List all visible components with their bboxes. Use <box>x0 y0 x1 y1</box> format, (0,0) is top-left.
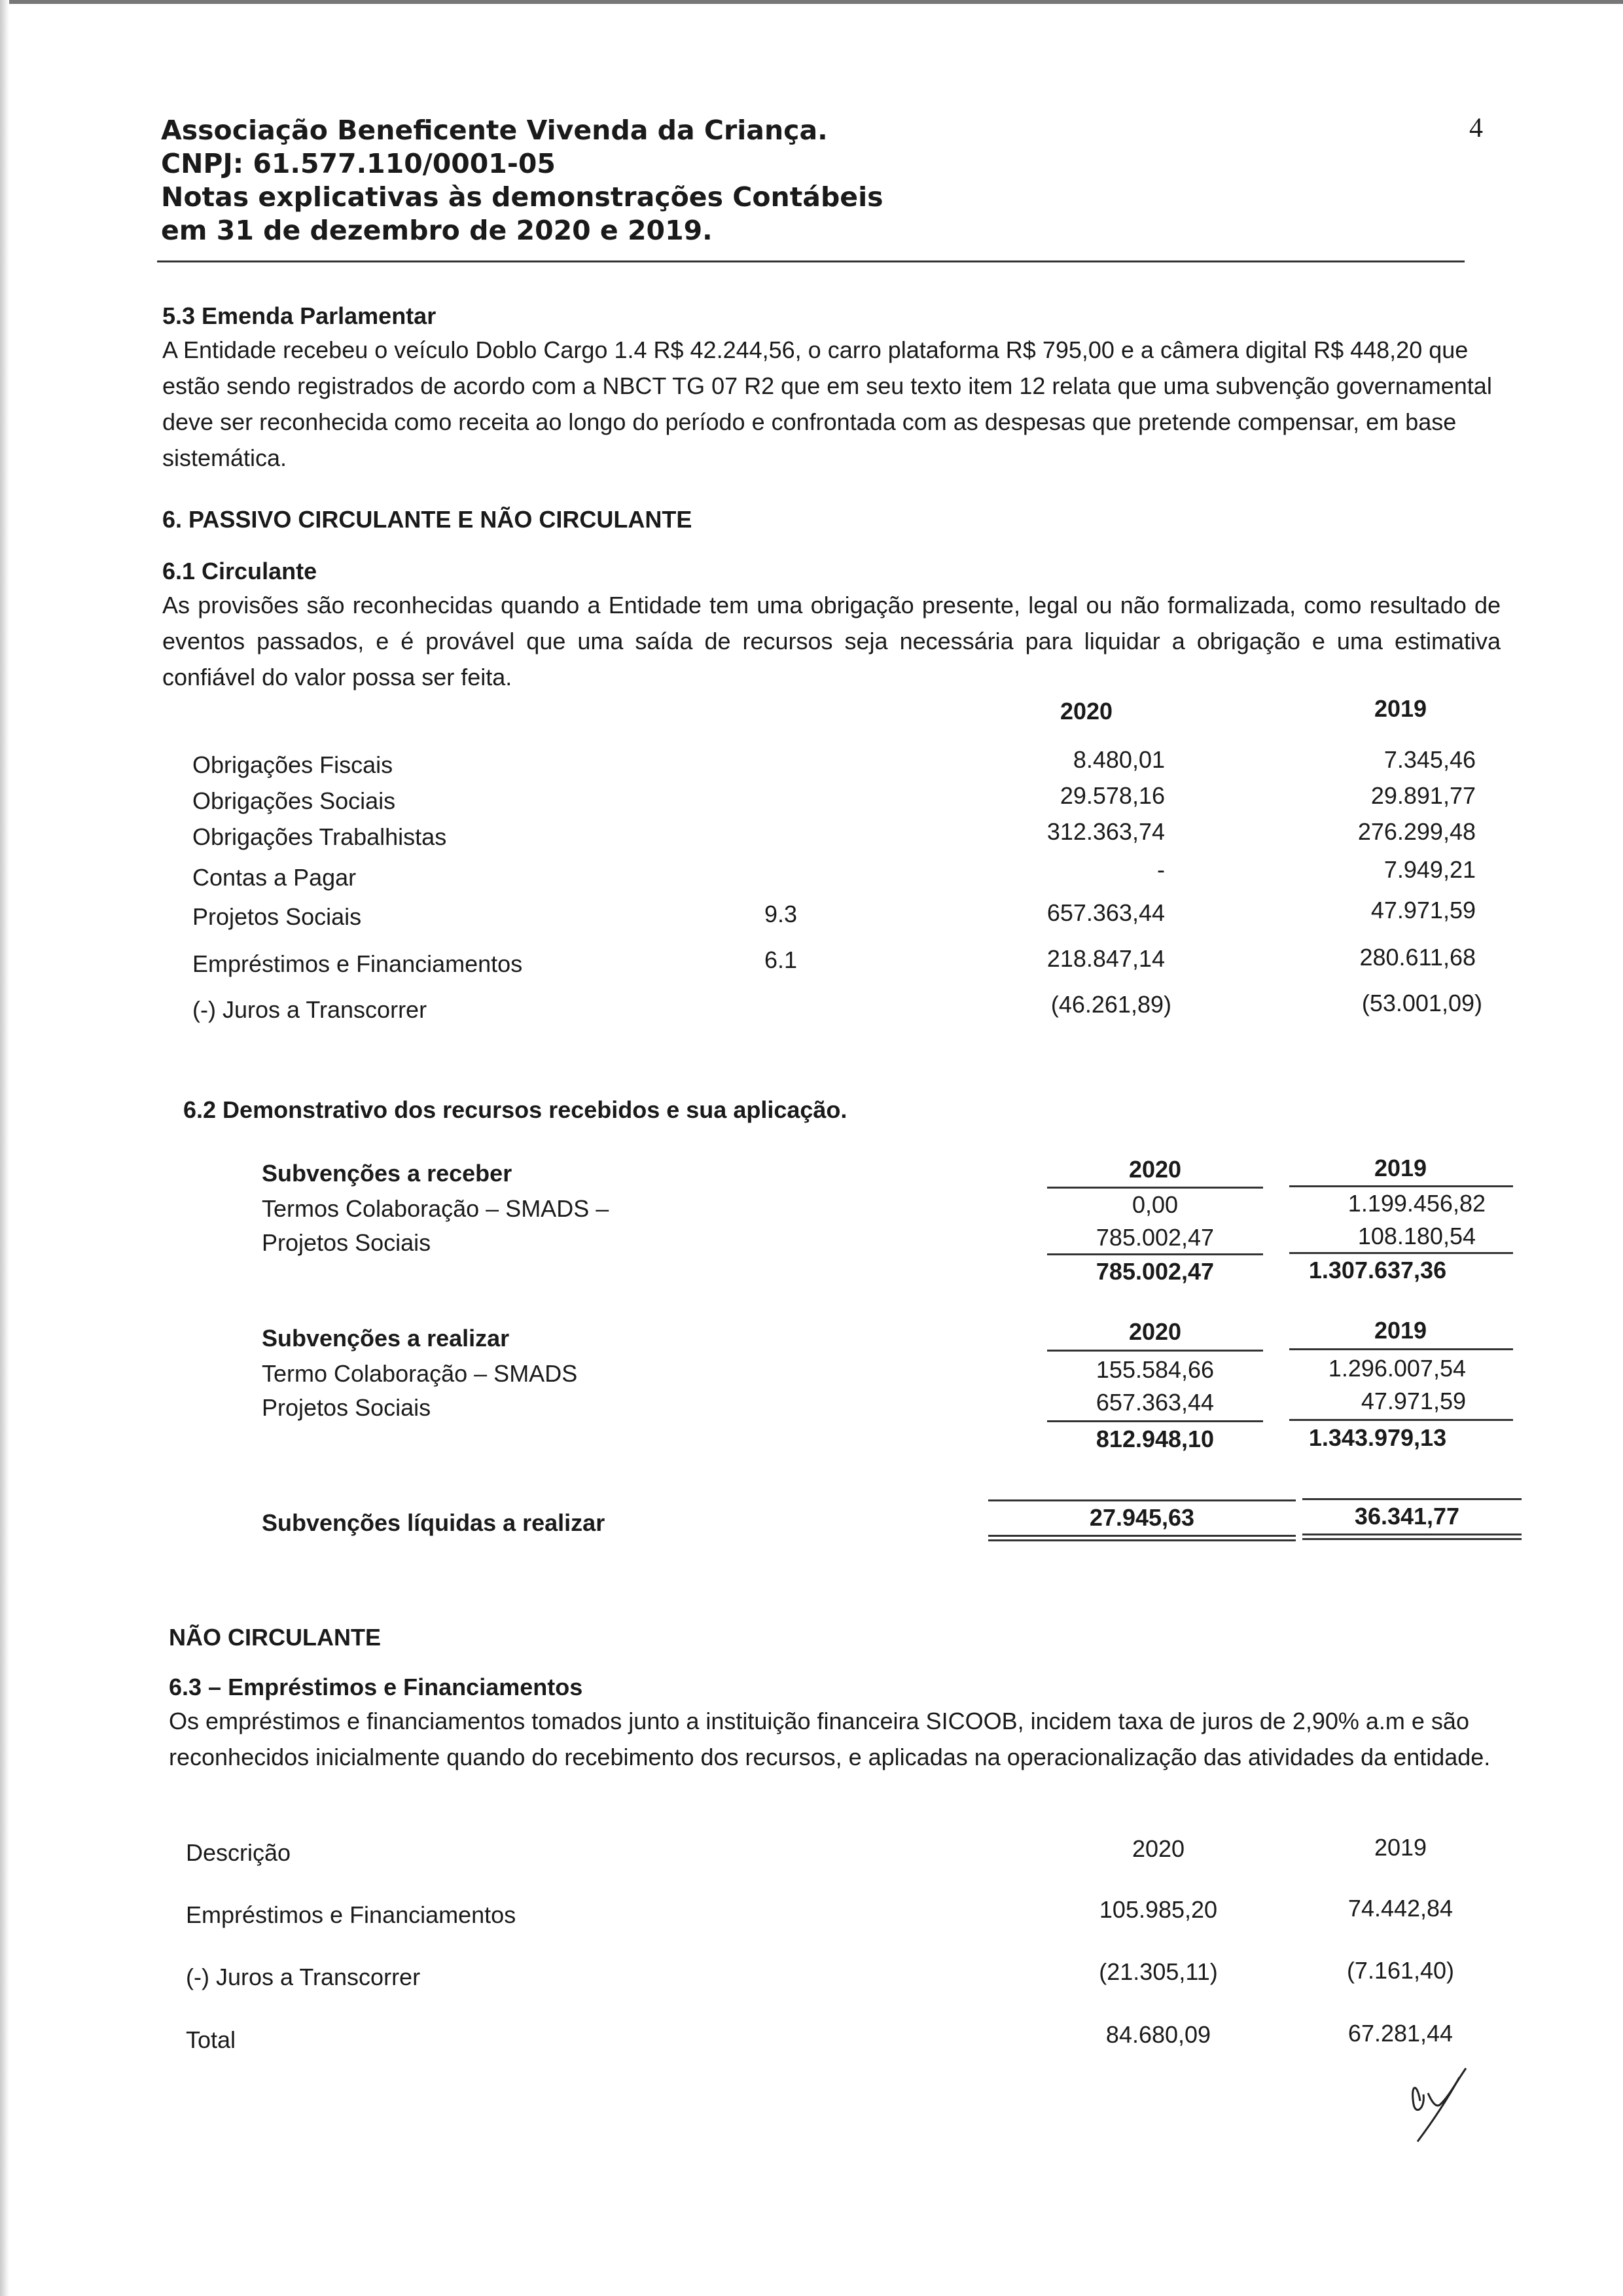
circulante-row-label: Obrigações Trabalhistas <box>192 823 447 850</box>
emprestimos-row-label: Empréstimos e Financiamentos <box>186 1901 516 1928</box>
circulante-row-2020: - <box>1157 856 1165 883</box>
circulante-row-note: 6.1 <box>764 946 798 973</box>
page-number: 4 <box>1469 113 1483 143</box>
circulante-row-2020: 312.363,74 <box>1046 818 1165 845</box>
receber-row-label: Projetos Sociais <box>262 1229 431 1256</box>
doc-title: Notas explicativas às demonstrações Contábeis <box>161 181 883 213</box>
realizar-heading: Subvenções a realizar <box>262 1325 510 1352</box>
liquidas-2020: 27.945,63 <box>1089 1504 1195 1531</box>
scan-top-edge <box>0 0 1623 4</box>
liquidas-double-rule-2019-a <box>1302 1534 1522 1535</box>
realizar-year-2020: 2020 <box>1128 1318 1182 1345</box>
receber-header-rule-2020 <box>1047 1187 1263 1189</box>
section-6-3-text: Os empréstimos e financiamentos tomados junto a instituição financeira SICOOB, incidem taxa de juros de 2,90% a.m e são reconhecidos inicialmente quando do recebimento dos recursos, e aplicadas na operacionalização das atividades da entidade. <box>169 1708 1491 1770</box>
receber-sum-rule-2019 <box>1289 1252 1513 1254</box>
circulante-row-2019: 7.949,21 <box>1383 856 1476 883</box>
receber-year-2019: 2019 <box>1374 1155 1427 1181</box>
circulante-row-2019: 29.891,77 <box>1370 782 1476 809</box>
liquidas-2019: 36.341,77 <box>1354 1503 1460 1530</box>
circulante-row-label: Empréstimos e Financiamentos <box>192 950 523 977</box>
emprestimos-row-label: Total <box>186 2026 236 2053</box>
realizar-row-2019: 1.296.007,54 <box>1328 1355 1466 1382</box>
circulante-row-2020: 218.847,14 <box>1046 945 1165 972</box>
circulante-row-label: Obrigações Fiscais <box>192 751 393 778</box>
realizar-year-2019: 2019 <box>1374 1317 1427 1344</box>
realizar-row-label: Termo Colaboração – SMADS <box>262 1360 578 1387</box>
circulante-row-2019: 280.611,68 <box>1359 944 1476 971</box>
emprestimos-year-2019: 2019 <box>1374 1834 1427 1861</box>
receber-header-rule-2019 <box>1289 1185 1513 1187</box>
section-6-2-title: 6.2 Demonstrativo dos recursos recebidos e sua aplicação. <box>183 1096 847 1123</box>
realizar-row-2020: 155.584,66 <box>1096 1356 1215 1383</box>
realizar-row-label: Projetos Sociais <box>262 1394 431 1421</box>
header-divider <box>157 260 1465 262</box>
liquidas-double-rule-2019-b <box>1302 1538 1522 1540</box>
section-6-1-text: As provisões são reconhecidas quando a Entidade tem uma obrigação presente, legal ou não formalizada, como resultado de eventos passados, e é provável que uma saída de recursos seja necessária para liquidar a obrigação e uma estimativa confiável do valor possa ser feita. <box>162 592 1501 691</box>
emprestimos-year-2020: 2020 <box>1132 1835 1185 1862</box>
circulante-row-2020: 657.363,44 <box>1046 899 1165 926</box>
realizar-row-2019: 47.971,59 <box>1361 1388 1466 1414</box>
emprestimos-row-2019: 67.281,44 <box>1347 2020 1454 2047</box>
receber-total-2020: 785.002,47 <box>1096 1258 1215 1285</box>
realizar-row-2020: 657.363,44 <box>1096 1389 1215 1416</box>
receber-row-2019: 108.180,54 <box>1357 1223 1476 1249</box>
liquidas-double-rule-2020-a <box>988 1535 1296 1537</box>
circulante-row-2019: 7.345,46 <box>1383 746 1476 773</box>
circulante-row-2020: 29.578,16 <box>1060 782 1165 809</box>
circulante-row-2020: (46.261,89) <box>1050 991 1171 1018</box>
liquidas-double-rule-2020-b <box>988 1539 1296 1541</box>
circulante-row-label: Projetos Sociais <box>192 903 362 930</box>
receber-row-2020: 0,00 <box>1132 1191 1179 1218</box>
realizar-sum-rule-2019 <box>1289 1419 1513 1421</box>
org-cnpj: CNPJ: 61.577.110/0001-05 <box>161 148 556 179</box>
emprestimos-row-2020: 84.680,09 <box>1105 2021 1211 2048</box>
circulante-row-label: Obrigações Sociais <box>192 787 396 814</box>
receber-total-2019: 1.307.637,36 <box>1308 1257 1447 1283</box>
circulante-row-2019: (53.001,09) <box>1361 990 1482 1016</box>
section-6-1-title: 6.1 Circulante <box>162 558 317 584</box>
section-6-title: 6. PASSIVO CIRCULANTE E NÃO CIRCULANTE <box>162 506 692 533</box>
section-5-3-title: 5.3 Emenda Parlamentar <box>162 302 437 329</box>
circulante-row-label: Contas a Pagar <box>192 864 357 891</box>
receber-row-2020: 785.002,47 <box>1096 1224 1215 1251</box>
section-6-3-title: 6.3 – Empréstimos e Financiamentos <box>169 1674 583 1700</box>
emprestimos-row-label: (-) Juros a Transcorrer <box>186 1964 421 1990</box>
realizar-total-2020: 812.948,10 <box>1096 1426 1215 1452</box>
emprestimos-row-2020: (21.305,11) <box>1099 1958 1218 1985</box>
scan-left-edge <box>0 0 9 2296</box>
realizar-sum-rule-2020 <box>1047 1420 1263 1422</box>
circulante-year-2020: 2020 <box>1060 698 1113 725</box>
emprestimos-row-2019: 74.442,84 <box>1347 1895 1454 1922</box>
emprestimos-row-2020: 105.985,20 <box>1099 1896 1218 1923</box>
org-name: Associação Beneficente Vivenda da Criança. <box>161 115 828 146</box>
emprestimos-col-descricao: Descrição <box>186 1839 291 1866</box>
realizar-total-2019: 1.343.979,13 <box>1308 1424 1447 1451</box>
realizar-header-rule-2019 <box>1289 1348 1513 1350</box>
nao-circulante-title: NÃO CIRCULANTE <box>169 1624 381 1651</box>
section-5-3-text: A Entidade recebeu o veículo Doblo Cargo 1.4 R$ 42.244,56, o carro plataforma R$ 795,00 e a câmera digital R$ 448,20 que estão sendo registrados de acordo com a NBCT TG 07 R2 que em seu texto item 12 relata que uma subvenção governamental deve ser reconhecida como receita ao longo do período e confrontada com as despesas que pretende compensar, em base sistemática. <box>162 336 1492 471</box>
receber-heading: Subvenções a receber <box>262 1160 512 1187</box>
signature-initials <box>1394 2055 1479 2147</box>
liquidas-label: Subvenções líquidas a realizar <box>262 1509 605 1536</box>
liquidas-top-rule-2019 <box>1302 1498 1522 1500</box>
circulante-row-note: 9.3 <box>764 901 798 927</box>
receber-year-2020: 2020 <box>1128 1156 1182 1183</box>
liquidas-top-rule-2020 <box>988 1499 1296 1501</box>
receber-sum-rule-2020 <box>1047 1253 1263 1255</box>
circulante-row-2019: 47.971,59 <box>1370 897 1476 924</box>
circulante-year-2019: 2019 <box>1374 695 1427 722</box>
circulante-row-label: (-) Juros a Transcorrer <box>192 996 427 1023</box>
circulante-row-2019: 276.299,48 <box>1357 818 1476 845</box>
receber-row-2019: 1.199.456,82 <box>1347 1190 1486 1217</box>
receber-row-label: Termos Colaboração – SMADS – <box>262 1195 609 1222</box>
realizar-header-rule-2020 <box>1047 1350 1263 1352</box>
circulante-row-2020: 8.480,01 <box>1073 746 1165 773</box>
doc-date: em 31 de dezembro de 2020 e 2019. <box>161 215 713 246</box>
emprestimos-row-2019: (7.161,40) <box>1346 1957 1455 1984</box>
